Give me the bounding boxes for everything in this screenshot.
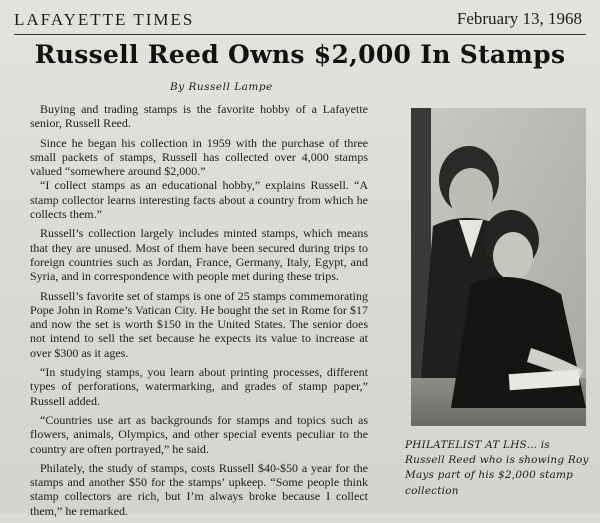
article-paragraph: Russell’s favorite set of stamps is one of 25 stamps commemorating Pope John in Rome’s Vatican City. He bought the set in Rome for $17 and now the set is worth $150 in the United States. The senior does not intend to sell the set because he expects its value to increase at over $300 as it ages. <box>30 288 368 360</box>
byline: By Russell Lampe <box>170 81 273 93</box>
masthead <box>14 8 586 35</box>
article-paragraph: Since he began his collection in 1959 with the purchase of three small packets of stamps, Russell has collected over 4,000 stamps valued “somewhere around $2,000.” <box>30 135 368 179</box>
news-photo <box>411 108 586 426</box>
newspaper-name: LAFAYETTE TIMES <box>14 10 195 29</box>
headline: Russell Reed Owns $2,000 In Stamps <box>34 40 566 69</box>
article-paragraph: “In studying stamps, you learn about printing processes, different types of perforations, watermarking, and grades of stamp paper,” Russell added. <box>30 365 368 408</box>
article-body <box>30 102 368 523</box>
article-paragraph: Philately, the study of stamps, costs Russell $40-$50 a year for the stamps and another $50 for the stamps’ upkeep. “Some people think stamp collectors are rich, but I’m always broke because I collect them,” he remarked. <box>30 460 368 518</box>
article-paragraph: “Countries use art as backgrounds for stamps and topics such as flowers, animals, Olympics, and other special events peculiar to the country are often portrayed,” he said. <box>30 412 368 456</box>
photo-illustration <box>411 108 586 426</box>
article-paragraph: “I collect stamps as an educational hobby,” explains Russell. “A stamp collector learns interesting facts about a country from which he collects them.” <box>30 178 368 222</box>
photo-caption: PHILATELIST AT LHS... is Russell Reed who is showing Roy Mays part of his $2,000 stamp collection <box>405 439 589 497</box>
article-paragraph: Buying and trading stamps is the favorite hobby of a Lafayette senior, Russell Reed. <box>30 102 368 131</box>
article-paragraph: Russell’s collection largely includes minted stamps, which means that they are unused. Most of them have been secured during trips to foreign countries such as Jordan, France, Germany, Italy, Egypt, and Syria, and in correspondence with people met during these trips. <box>30 226 368 284</box>
issue-date: February 13, 1968 <box>456 9 582 28</box>
